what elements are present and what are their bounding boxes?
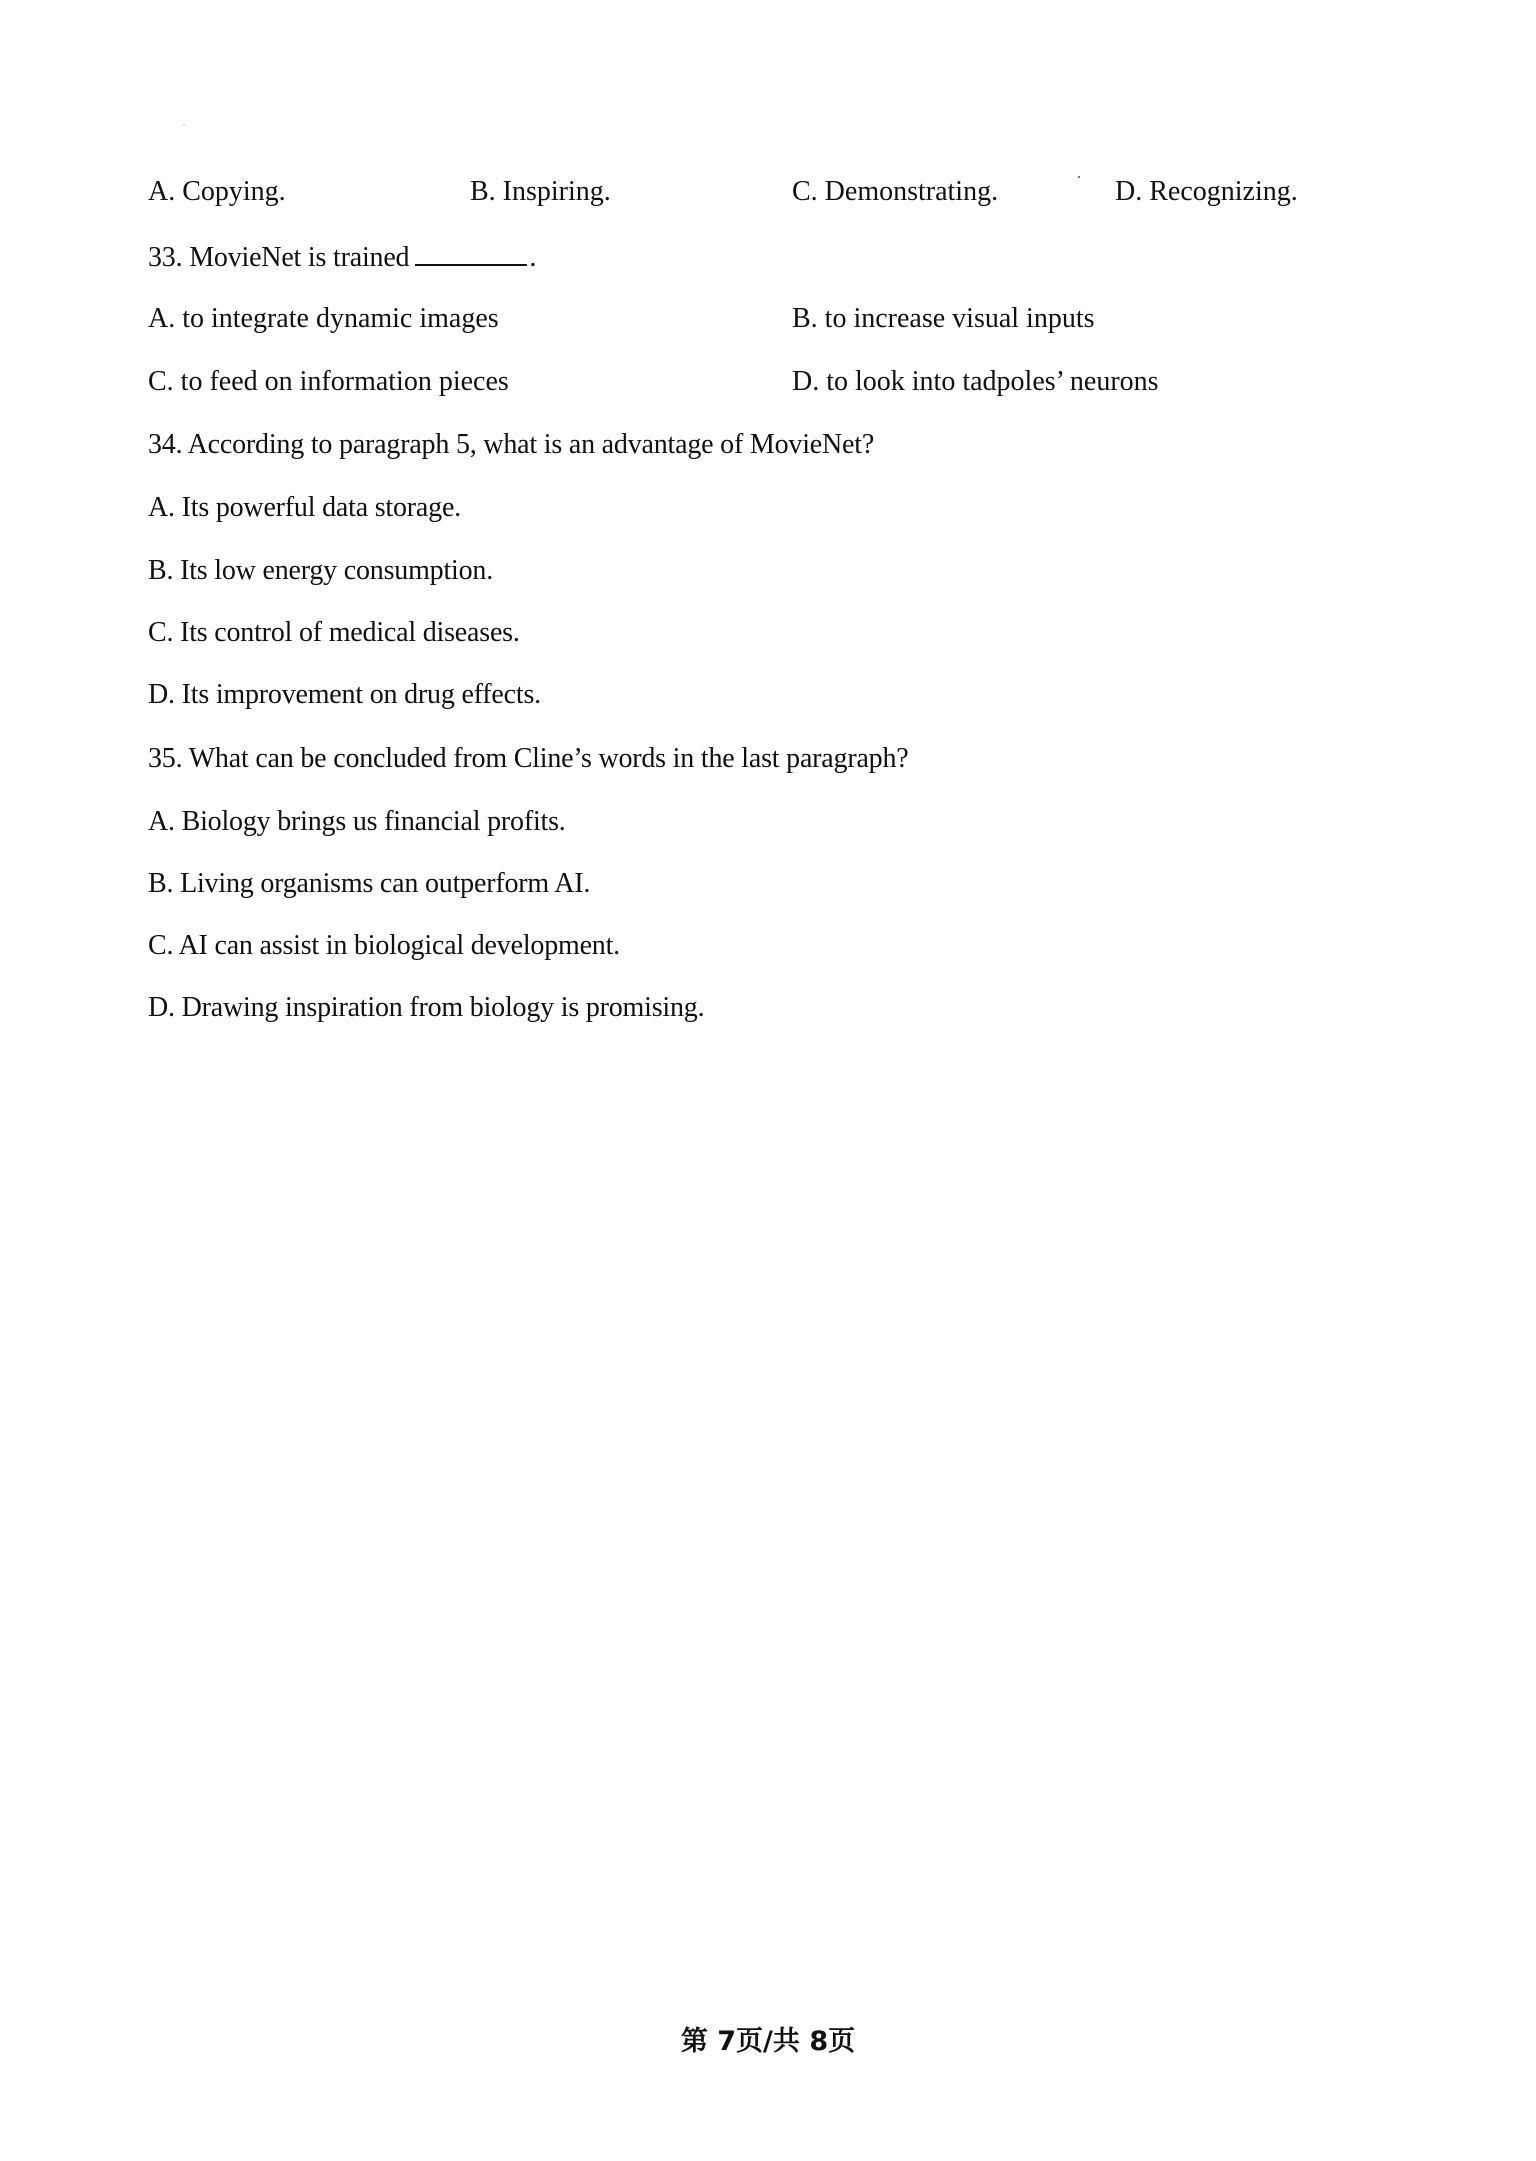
q35-option-b: B. Living organisms can outperform AI. (148, 868, 591, 899)
q33-option-d: D. to look into tadpoles’ neurons (792, 366, 1159, 397)
q34-option-d: D. Its improvement on drug effects. (148, 679, 541, 710)
q33-stem-text: 33. MovieNet is trained (148, 242, 410, 273)
scan-speck (183, 124, 185, 126)
q32-option-c: C. Demonstrating. (792, 176, 999, 207)
q33-stem-end: . (529, 242, 537, 273)
q35-option-d: D. Drawing inspiration from biology is promising. (148, 992, 705, 1023)
q34-option-c: C. Its control of medical diseases. (148, 617, 520, 648)
scan-speck (1078, 176, 1080, 178)
q34-option-b: B. Its low energy consumption. (148, 555, 494, 586)
q34-option-a: A. Its powerful data storage. (148, 492, 461, 523)
q35-option-a: A. Biology brings us financial profits. (148, 806, 566, 837)
q35-option-c: C. AI can assist in biological development. (148, 930, 620, 961)
q33-stem (148, 238, 536, 276)
q33-option-b: B. to increase visual inputs (792, 303, 1095, 334)
q35-stem: 35. What can be concluded from Cline’s words in the last paragraph? (148, 743, 909, 774)
q33-option-a: A. to integrate dynamic images (148, 303, 499, 334)
q32-option-b: B. Inspiring. (470, 176, 611, 207)
q32-option-d: D. Recognizing. (1115, 176, 1298, 207)
page-number-footer: 第 7页/共 8页 (680, 2026, 856, 2057)
q34-stem: 34. According to paragraph 5, what is an advantage of MovieNet? (148, 429, 875, 460)
q33-option-c: C. to feed on information pieces (148, 366, 509, 397)
q32-option-a: A. Copying. (148, 176, 286, 207)
answer-blank (415, 238, 527, 266)
